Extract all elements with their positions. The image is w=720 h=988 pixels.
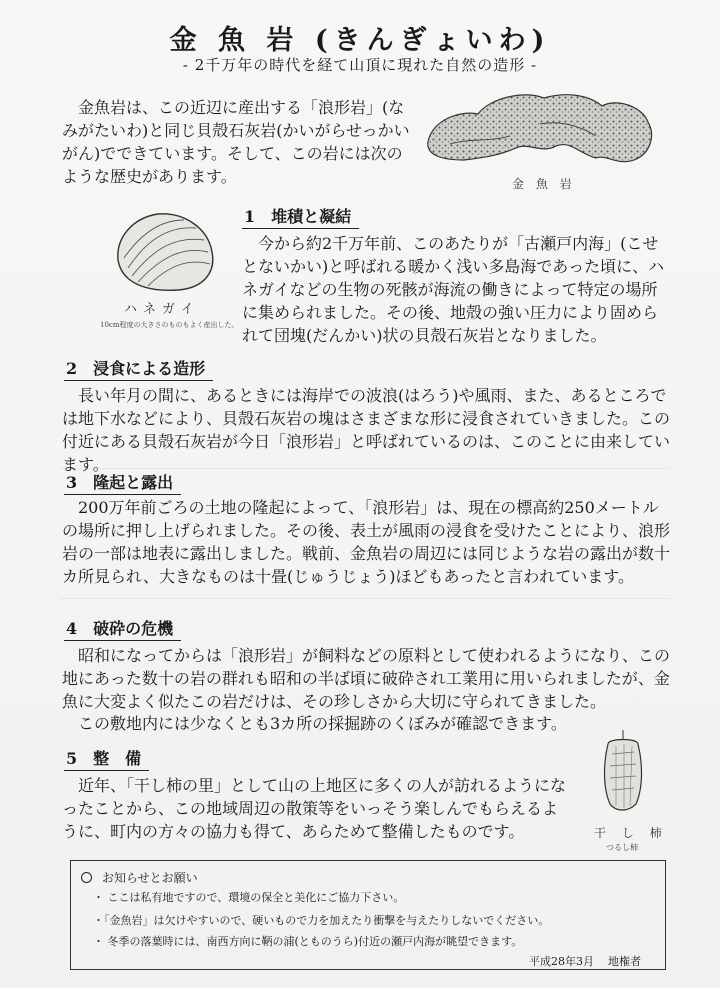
- persimmon-note: つるし柿: [606, 843, 638, 852]
- hoshigaki-persimmon-illustration: [594, 730, 652, 812]
- persimmon-caption: 干 し 柿: [594, 826, 668, 840]
- scan-line: [60, 598, 670, 599]
- section-2-heading: 2 浸食による造形: [64, 356, 213, 381]
- section-1-heading: 1 堆積と凝結: [242, 204, 359, 229]
- notice-box: [70, 860, 666, 970]
- page-title: 金 魚 岩 (きんぎょいわ): [169, 25, 551, 56]
- section-5-heading: 5 整 備: [64, 746, 149, 771]
- shell-caption: ハネガイ: [124, 302, 200, 317]
- notice-date: 平成28年3月: [529, 955, 594, 968]
- notice-owner: 地権者: [608, 955, 641, 968]
- page-subtitle: - 2千万年の時代を経て山頂に現れた自然の造形 -: [182, 56, 538, 74]
- section-1-paragraph: 今から約2千万年前、このあたりが「古瀬戸内海」(こせとないかい)と呼ばれる暖かく浅い多島海であった頃に、ハネガイなどの生物の死骸が海流の働きによって特定の場所に集められました。その後、地殻の強い圧力により固められて団塊(だんかい)状の貝殻石灰岩となりました。: [242, 234, 665, 345]
- notice-item-2: ・「金魚岩」は欠けやすいので、硬いもので力を加えたり衝撃を与えたりしないでください。: [93, 914, 550, 927]
- section-4-heading: 4 破砕の危機: [64, 616, 181, 641]
- notice-title-text: お知らせとお願い: [102, 871, 198, 885]
- section-3-heading: 3 隆起と露出: [64, 470, 181, 495]
- section-2-paragraph: 長い年月の間に、あるときには海岸での波浪(はろう)や風雨、また、あるところでは地下水などにより、貝殻石灰岩の塊はさまざまな形に浸食されていきました。この付近にある貝殻石灰岩が今日「浪形岩」と呼ばれているのは、このことに由来しています。: [62, 386, 671, 474]
- notice-item-1: ・ ここは私有地ですので、環境の保全と美化にご協力下さい。: [93, 891, 405, 904]
- circle-icon: [81, 872, 92, 883]
- notice-item-3: ・ 冬季の落葉時には、南西方向に鞆の浦(とものうら)付近の瀬戸内海が眺望できます。: [93, 935, 523, 948]
- notice-footer: [515, 953, 641, 969]
- kingyo-rock-illustration: [420, 84, 660, 176]
- intro-paragraph: 金魚岩は、この近辺に産出する「浪形岩」(なみがたいわ)と同じ貝殻石灰岩(かいがらせっかいがん)でできています。そして、この岩には次のような歴史があります。: [62, 98, 410, 186]
- notice-title: [81, 869, 198, 886]
- rock-caption: 金 魚 岩: [512, 177, 576, 191]
- shell-note: 10cm程度の大きさのものもよく産出した。: [100, 321, 239, 329]
- section-4-paragraph-2: この敷地内には少なくとも3カ所の採掘跡のくぼみが確認できます。: [78, 714, 567, 733]
- section-3-paragraph: 200万年前ごろの土地の隆起によって、「浪形岩」は、現在の標高約250メートルの場所に押し上げられました。その後、表土が風雨の浸食を受けたことにより、浪形岩の一部は地表に露出しました。戦前、金魚岩の周辺には同じような岩の露出が数十カ所見られ、大きなものは十畳(じゅうじょう)ほどもあったと言われています。: [62, 498, 671, 586]
- hanegai-shell-illustration: [108, 208, 220, 294]
- section-4-paragraph: 昭和になってからは「浪形岩」が飼料などの原料として使われるようになり、この地にあった数十の岩の群れも昭和の半ば頃に破砕され工業用に用いられましたが、金魚に大変よく似たこの岩だけは、その珍しさから大切に守られてきました。: [62, 646, 671, 711]
- section-5-paragraph: 近年、「干し柿の里」として山の上地区に多くの人が訪れるようになったことから、この地域周辺の散策等をいっそう楽しんでもらえるように、町内の方々の協力も得て、あらためて整備したものです。: [62, 776, 567, 841]
